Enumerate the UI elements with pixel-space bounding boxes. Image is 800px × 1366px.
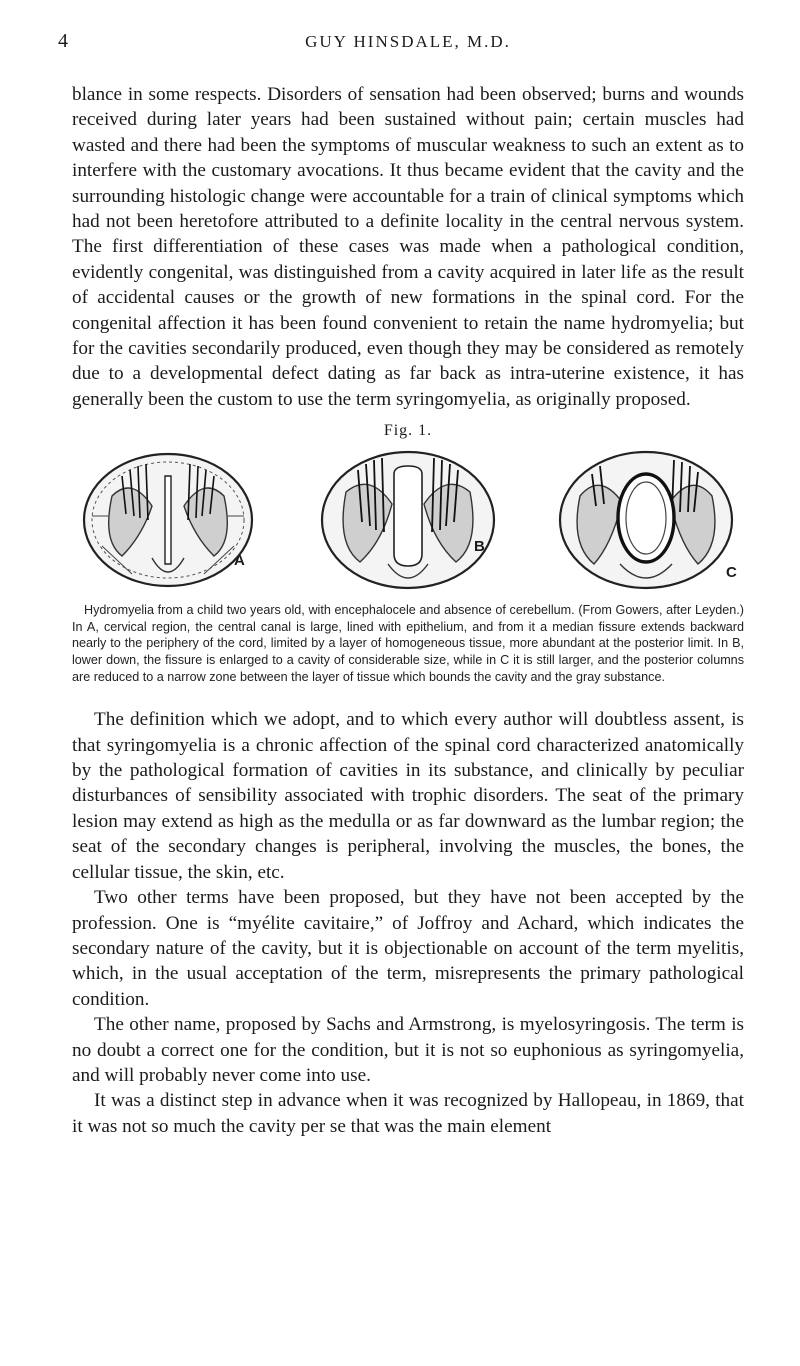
panel-letter-c: C — [726, 564, 737, 582]
spinal-cord-section-icon — [310, 446, 506, 594]
figure-panel-b — [310, 446, 506, 594]
running-head — [58, 28, 744, 58]
figure-label: Fig. 1. — [383, 422, 433, 440]
spinal-cord-section-icon — [72, 446, 268, 594]
panel-letter-b: B — [474, 538, 485, 556]
paragraph: Two other terms have been proposed, but they have not been accepted by the profession. One is “myélite cavitaire,” of Joffroy and Achard, which indicates the secondary nature of the cavity, but it is objectionable on account of the term myelitis, which, in the usual acceptation of the term, misrepresents the primary pathological condition. — [72, 887, 744, 1010]
paragraph: The definition which we adopt, and to which every author will doubtless assent, is that syringomyelia is a chronic affection of the spinal cord characterized anatomically by the pathological formation of cavities in its substance, and clinically by peculiar disturbances of sensibility associated with trophic disorders. The seat of the primary lesion may extend as high as the medulla or as far downward as the lumbar region; the seat of the secondary changes is peripheral, involving the muscles, the bones, the cellular tissue, the skin, etc. — [72, 709, 744, 883]
paragraph: It was a distinct step in advance when it was recognized by Hallopeau, in 1869, that it was not so much the cavity per se that was the main element — [72, 1090, 744, 1137]
spinal-cord-section-icon — [548, 446, 744, 594]
paragraph: blance in some respects. Disorders of sensation had been observed; burns and wounds received during later years had been sustained without pain; certain muscles had wasted and there had been the symptoms of muscular weakness to such an extent as to interfere with the customary avocations. It thus became evident that the cavity and the surrounding histologic change were accountable for a train of clinical symptoms which had not been heretofore attributed to a definite locality in the central nervous system. The first differentiation of these cases was made when a pathological condition, evidently congenital, was distinguished from a cavity acquired in later life as the result of accidental causes or the growth of new formations in the spinal cord. For the congenital affection it has been found convenient to retain the name hydromyelia; but for the cavities secondarily produced, even though they may be considered as remotely due to a developmental defect dating as far back as intra-uterine existence, it has generally been the custom to use the term syringomyelia, as originally proposed. — [72, 84, 744, 410]
figure-caption: Hydromyelia from a child two years old, with encephalocele and absence of cerebellum. (From Gowers, after Leyden.) In A, cervical region, the central canal is large, lined with epithelium, and from it a median fissure extends backward nearly to the periphery of the cord, limited by a layer of homogeneous tissue, more abundant at the posterior limit. In B, lower down, the fissure is enlarged to a cavity of considerable size, while in C it is still larger, and the posterior columns are reduced to a narrow zone between the layer of tissue which bounds the cavity and the gray substance. — [72, 603, 744, 684]
paragraph: The other name, proposed by Sachs and Armstrong, is myelosyringosis. The term is no doubt a correct one for the condition, but it is not so euphonious as syringomyelia, and will probably never come into use. — [72, 1014, 744, 1086]
running-title: GUY HINSDALE, M.D. — [305, 32, 511, 51]
panel-letter-a: A — [234, 552, 245, 570]
body-text-bottom — [72, 707, 744, 1139]
figure-panel-a — [72, 446, 268, 594]
figure-panel-c — [548, 446, 744, 594]
figure-panels — [72, 446, 744, 594]
body-text-top — [72, 82, 744, 412]
page-number: 4 — [58, 30, 70, 52]
